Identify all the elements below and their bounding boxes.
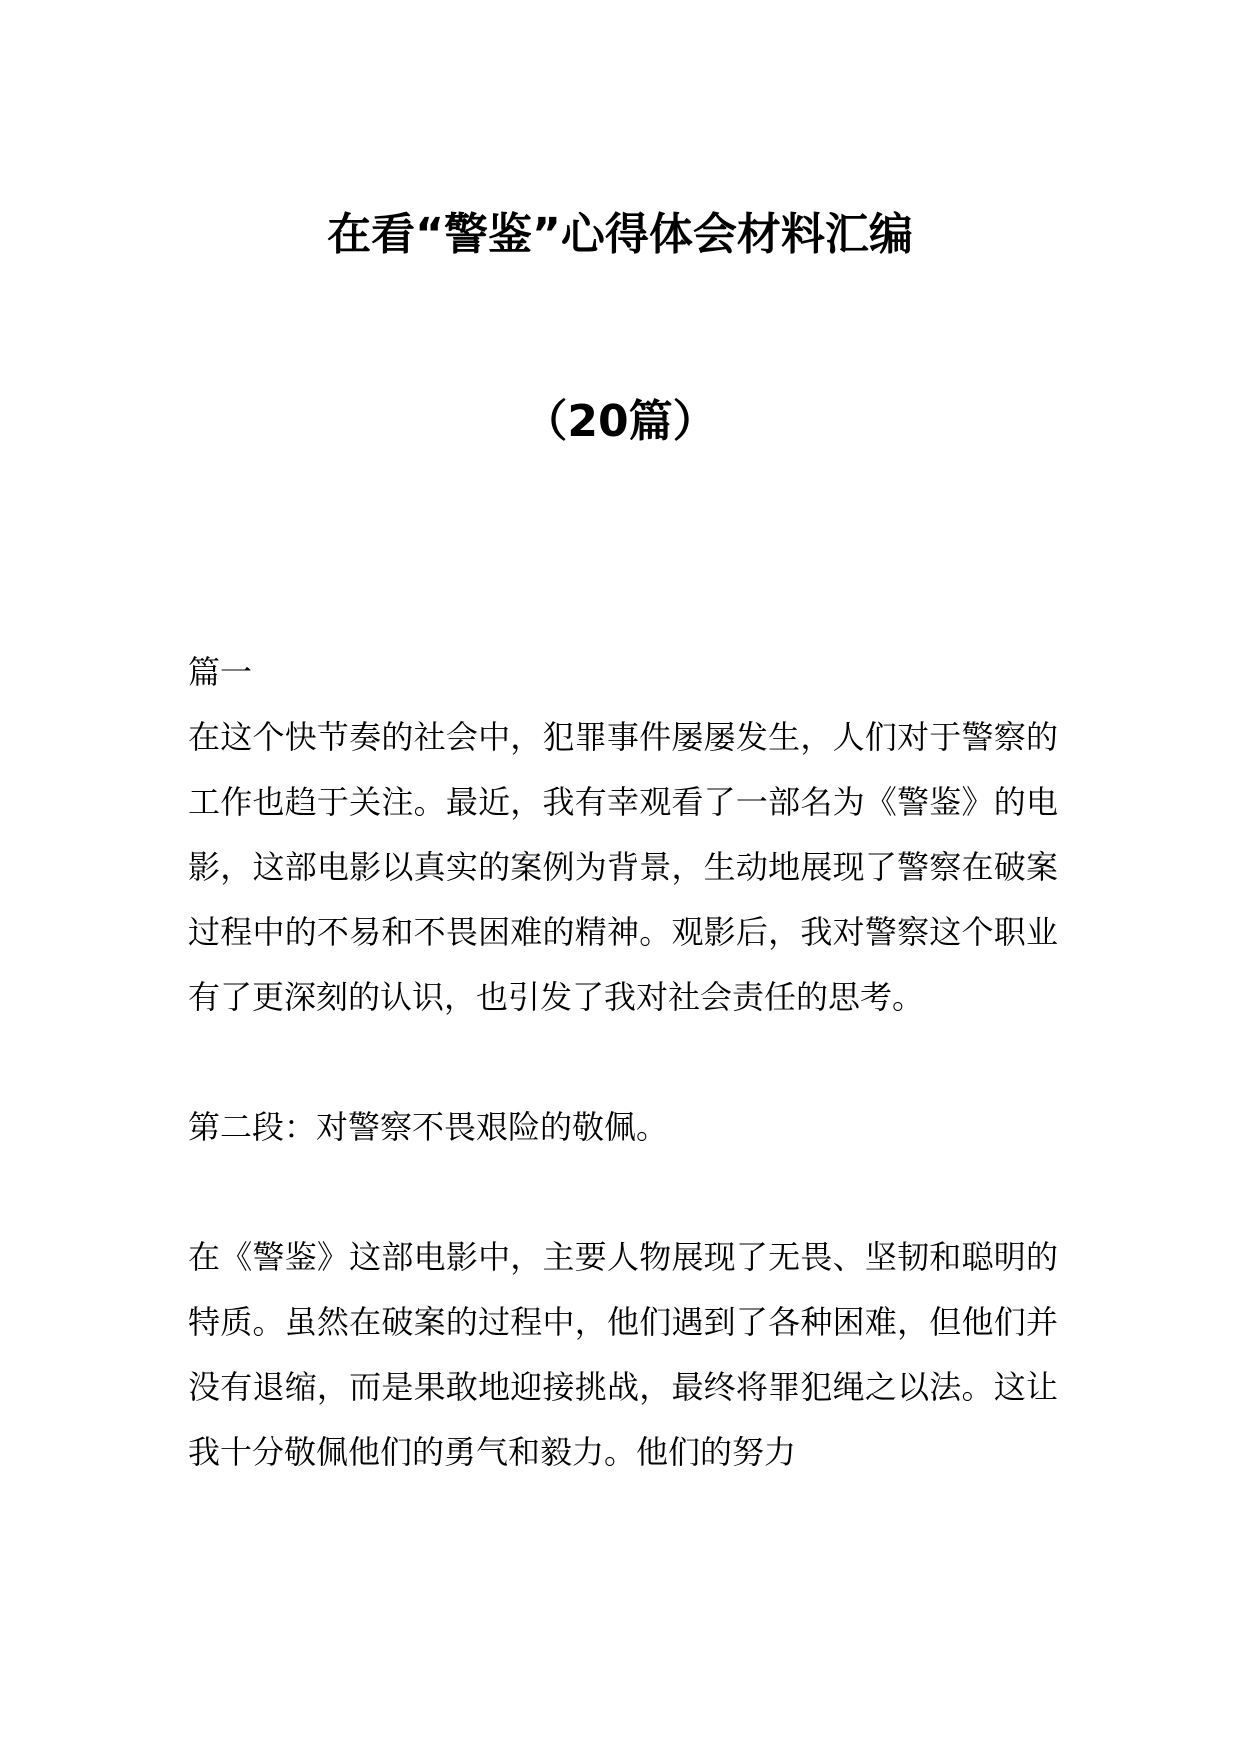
paragraph-body: 在《警鉴》这部电影中，主要人物展现了无畏、坚韧和聪明的特质。虽然在破案的过程中，他们遇到了各种困难，但他们并没有退缩，而是果敢地迎接挑战，最终将罪犯绳之以法。这让我十分敬佩他们的勇气和毅力。他们的努力 — [188, 1238, 1058, 1471]
paragraph-heading-second: 第二段：对警察不畏艰险的敬佩。 — [188, 1108, 669, 1146]
paragraph-intro: 在这个快节奏的社会中，犯罪事件屡屡发生，人们对于警察的工作也趋于关注。最近，我有幸观看了一部名为《警鉴》的电影，这部电影以真实的案例为背景，生动地展现了警察在破案过程中的不易和不畏困难的精神。观影后，我对警察这个职业有了更深刻的认识，也引发了我对社会责任的思考。 — [188, 718, 1058, 1016]
document-title: 在看“警鉴”心得体会材料汇编 — [327, 209, 913, 260]
document-subtitle: （20篇） — [523, 396, 717, 447]
document-body — [188, 640, 1058, 1485]
section-label: 篇一 — [188, 653, 253, 691]
